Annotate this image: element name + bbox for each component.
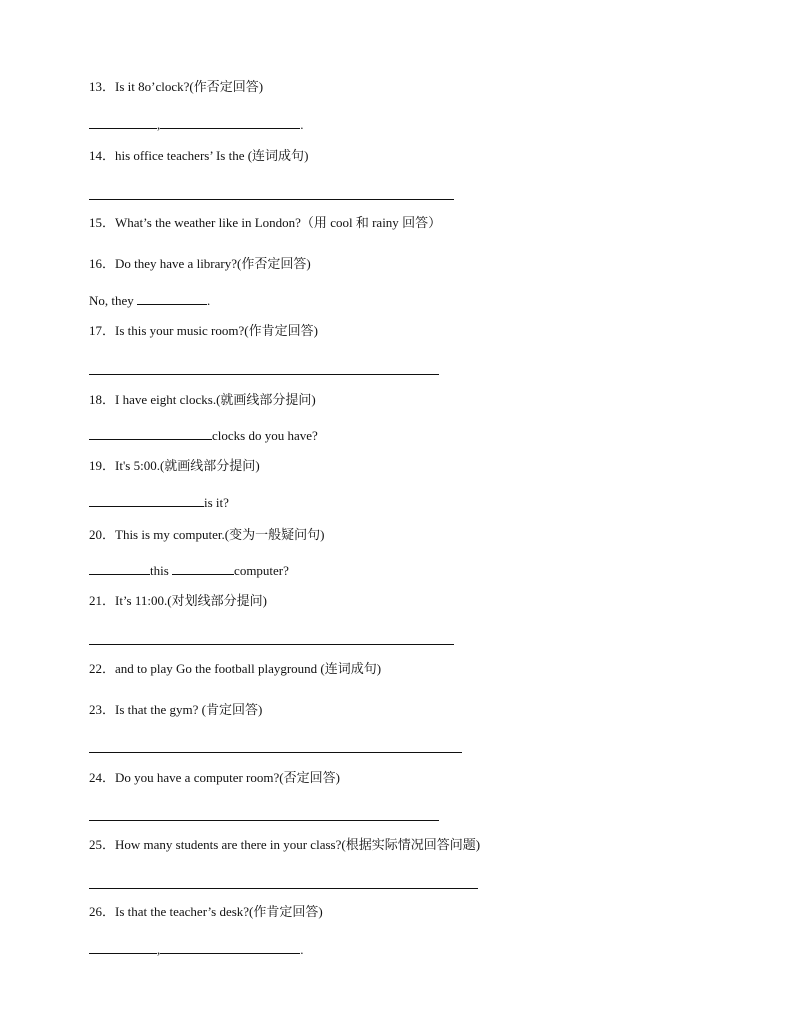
- answer-18-suffix: clocks do you have?: [212, 428, 318, 443]
- question-15-instruction-3: 回答: [402, 216, 429, 231]
- question-15-close: ）: [428, 215, 442, 230]
- answer-blank[interactable]: [137, 292, 207, 305]
- question-26: [89, 904, 323, 921]
- answer-16: [89, 292, 210, 309]
- answer-20-mid: this: [150, 563, 173, 578]
- answer-line-24[interactable]: [89, 820, 439, 821]
- question-15-instruction-1: 用: [313, 216, 327, 231]
- question-19-prompt: 19．It's 5:00.(: [89, 458, 165, 473]
- question-20-prompt: 20．This is my computer.(: [89, 527, 230, 542]
- answer-16-prefix: No, they: [89, 293, 138, 308]
- answer-blank[interactable]: [172, 562, 234, 575]
- question-16: [89, 256, 311, 273]
- question-19: [89, 458, 260, 475]
- question-13-instruction: 作否定回答: [193, 80, 259, 95]
- answer-13: [89, 116, 304, 133]
- answer-blank[interactable]: [160, 941, 300, 954]
- comma: ,: [157, 117, 161, 132]
- question-14-instruction: 连词成句: [252, 149, 305, 164]
- question-17-instruction: 作肯定回答: [248, 324, 314, 339]
- question-18-close: ): [311, 392, 316, 407]
- answer-19-suffix: is it?: [204, 495, 229, 510]
- answer-line-14[interactable]: [89, 199, 454, 200]
- question-25-prompt: 25．How many students are there in your class?(: [89, 837, 346, 852]
- question-18-instruction: 就画线部分提问: [220, 393, 312, 408]
- comma: ,: [157, 942, 161, 957]
- period: .: [300, 942, 304, 957]
- question-25-instruction: 根据实际情况回答问题: [345, 838, 476, 853]
- question-16-close: ): [306, 256, 311, 271]
- question-25-close: ): [475, 837, 481, 852]
- question-23-prompt: 23．Is that the gym? (: [89, 702, 206, 717]
- question-22: [89, 661, 381, 678]
- question-21-prompt: 21．It’s 11:00.(: [89, 593, 172, 608]
- question-23-close: ): [258, 702, 263, 717]
- question-15-word-cool: cool: [326, 215, 356, 230]
- answer-26: [89, 941, 304, 958]
- answer-blank[interactable]: [89, 562, 150, 575]
- question-19-instruction: 就画线部分提问: [164, 459, 256, 474]
- question-15-instruction-2: 和: [355, 216, 369, 231]
- answer-line-21[interactable]: [89, 644, 454, 645]
- question-13-close: ): [258, 79, 264, 94]
- question-24-close: ): [335, 770, 340, 785]
- question-26-close: ): [318, 904, 323, 919]
- answer-line-25[interactable]: [89, 888, 478, 889]
- question-14: [89, 148, 308, 165]
- answer-16-suffix: .: [207, 293, 211, 308]
- question-21-close: ): [262, 593, 267, 608]
- question-26-instruction: 作肯定回答: [253, 905, 319, 920]
- question-24-prompt: 24．Do you have a computer room?(: [89, 770, 284, 785]
- question-14-prompt: 14．his office teachers’ Is the (: [89, 148, 253, 163]
- question-15: [89, 215, 441, 232]
- answer-line-23[interactable]: [89, 752, 462, 753]
- question-21: [89, 593, 267, 610]
- period: .: [300, 117, 304, 132]
- question-14-close: ): [304, 148, 309, 163]
- question-24-instruction: 否定回答: [283, 771, 336, 786]
- answer-19: [89, 494, 229, 511]
- answer-blank[interactable]: [89, 427, 212, 440]
- answer-20-suffix: computer?: [234, 563, 289, 578]
- question-13-prompt: 13．Is it 8o’clock?(: [89, 79, 194, 94]
- question-17: [89, 323, 318, 340]
- answer-20: [89, 562, 289, 579]
- question-13: [89, 79, 263, 96]
- answer-blank[interactable]: [160, 116, 300, 129]
- question-20-close: ): [320, 527, 325, 542]
- question-17-prompt: 17．Is this your music room?(: [89, 323, 249, 338]
- question-20: [89, 527, 324, 544]
- question-20-instruction: 变为一般疑问句: [229, 528, 321, 543]
- question-22-instruction: 连词成句: [324, 662, 377, 677]
- question-16-instruction: 作否定回答: [241, 257, 307, 272]
- question-18: [89, 392, 316, 409]
- answer-blank[interactable]: [89, 116, 157, 129]
- question-21-instruction: 对划线部分提问: [171, 594, 263, 609]
- question-18-prompt: 18．I have eight clocks.(: [89, 392, 221, 407]
- question-24: [89, 770, 340, 787]
- answer-line-17[interactable]: [89, 374, 439, 375]
- answer-18: [89, 427, 318, 444]
- question-25: [89, 837, 480, 854]
- question-16-prompt: 16．Do they have a library?(: [89, 256, 242, 271]
- question-17-close: ): [313, 323, 318, 338]
- question-23: [89, 702, 262, 719]
- answer-blank[interactable]: [89, 494, 204, 507]
- question-15-word-rainy: rainy: [368, 215, 403, 230]
- question-15-prompt: 15．What’s the weather like in London?（: [89, 215, 314, 230]
- question-26-prompt: 26．Is that the teacher’s desk?(: [89, 904, 254, 919]
- answer-blank[interactable]: [89, 941, 157, 954]
- question-22-prompt: 22．and to play Go the football playground (: [89, 661, 325, 676]
- question-19-close: ): [255, 458, 260, 473]
- question-22-close: ): [376, 661, 382, 676]
- question-23-instruction: 肯定回答: [205, 703, 258, 718]
